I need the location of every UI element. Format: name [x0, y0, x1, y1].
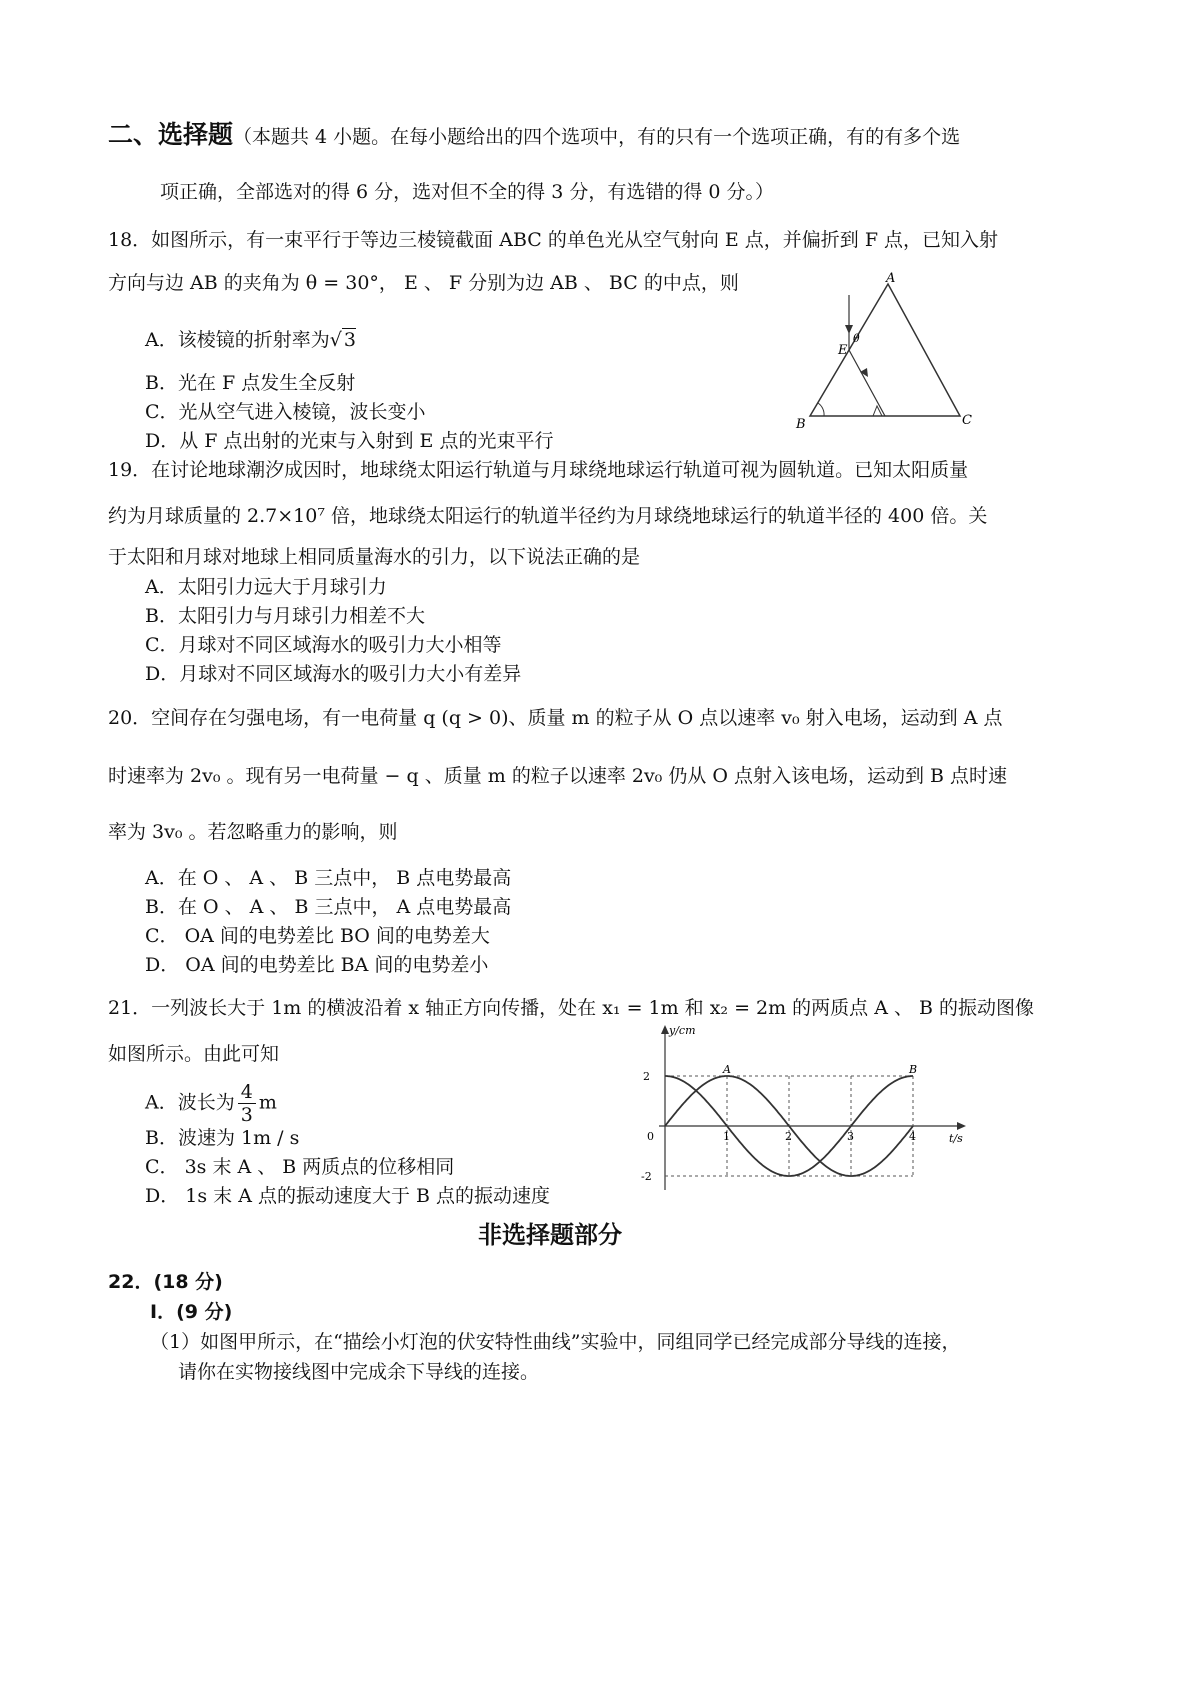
- chart-axes: [659, 1025, 966, 1190]
- q20-stem-line2: 时速率为 2v₀ 。现有另一电荷量 − q 、质量 m 的粒子以速率 2v₀ 仍从 O 点射入该电场，运动到 B 点时速: [108, 765, 1008, 787]
- refracted-arrow: [860, 368, 868, 377]
- prism-figure: [780, 270, 1000, 440]
- q20-option-d: D． OA 间的电势差比 BA 间的电势差小: [145, 954, 489, 976]
- q19-option-d: D．月球对不同区域海水的吸引力大小有差异: [145, 663, 522, 685]
- section-title: 二、选择题: [108, 120, 234, 149]
- q22-header: 22．(18 分): [108, 1271, 223, 1293]
- q19-option-b: B．太阳引力与月球引力相差不大: [145, 605, 425, 627]
- vibration-chart: [635, 1022, 980, 1192]
- nonchoice-title: 非选择题部分: [478, 1221, 622, 1249]
- section-heading: [108, 120, 961, 149]
- q18-option-b: B．光在 F 点发生全反射: [145, 372, 356, 394]
- q18-stem-line2: 方向与边 AB 的夹角为 θ = 30°， E 、 F 分别为边 AB 、 BC 的中点，则: [108, 272, 739, 294]
- q19-stem-line2: 约为月球质量的 2.7×10⁷ 倍，地球绕太阳运行的轨道半径约为月球绕地球运行的轨道半径的 400 倍。关: [108, 505, 988, 527]
- q21-option-a: [145, 1081, 277, 1126]
- q22-item1-line2: 请你在实物接线图中完成余下导线的连接。: [178, 1361, 540, 1383]
- q21-option-b: B．波速为 1m / s: [145, 1127, 300, 1149]
- vertex-label-b: B: [796, 417, 806, 432]
- q20-option-b: B．在 O 、 A 、 B 三点中， A 点电势最高: [145, 896, 512, 918]
- q19-option-a: A．太阳引力远大于月球引力: [145, 576, 387, 598]
- q21-option-c: C． 3s 末 A 、 B 两质点的位移相同: [145, 1156, 455, 1178]
- q20-stem-line1: 20．空间存在匀强电场，有一电荷量 q (q > 0)、质量 m 的粒子从 O 点以速率 v₀ 射入电场，运动到 A 点: [108, 707, 1003, 729]
- q21-stem-line1: 21．一列波长大于 1m 的横波沿着 x 轴正方向传播，处在 x₁ = 1m 和 x₂ = 2m 的两质点 A 、 B 的振动图像: [108, 997, 1035, 1019]
- refracted-ray: [849, 350, 885, 416]
- q22-item1-line1: （1）如图甲所示，在“描绘小灯泡的伏安特性曲线”实验中，同组同学已经完成部分导线的连接，: [150, 1331, 961, 1353]
- q18-option-a-sqrt: 3: [343, 329, 356, 351]
- q20-option-c: C． OA 间的电势差比 BO 间的电势差大: [145, 925, 490, 947]
- x-axis-arrow: [957, 1122, 966, 1130]
- y-axis-arrow: [661, 1025, 669, 1034]
- q18-option-a: A．该棱镜的折射率为√ 3: [145, 329, 356, 351]
- q19-option-c: C．月球对不同区域海水的吸引力大小相等: [145, 634, 502, 656]
- q18-option-d: D．从 F 点出射的光束与入射到 E 点的光束平行: [145, 430, 554, 452]
- q20-option-a: A．在 O 、 A 、 B 三点中， B 点电势最高: [145, 867, 512, 889]
- incident-arrow: [845, 325, 853, 334]
- q21-option-d: D． 1s 末 A 点的振动速度大于 B 点的振动速度: [145, 1185, 550, 1207]
- q21-fraction-numerator: 4: [238, 1081, 256, 1104]
- chart-labels: [641, 1024, 963, 1183]
- x-axis-label: t/s: [949, 1132, 963, 1145]
- q18-stem-line1: 18．如图所示，有一束平行于等边三棱镜截面 ABC 的单色光从空气射向 E 点，并偏折到 F 点，已知入射: [108, 229, 999, 251]
- prism-triangle: [810, 284, 960, 416]
- vertex-label-a: A: [886, 271, 896, 286]
- section-note-line1: （本题共 4 小题。在每小题给出的四个选项中，有的只有一个选项正确，有的有多个选: [233, 126, 961, 148]
- x-tick-label: 2: [785, 1130, 792, 1143]
- angle-mark-b: [818, 403, 824, 416]
- q21-fraction: [238, 1081, 256, 1126]
- x-tick-label: 3: [847, 1130, 854, 1143]
- q22-part1-header: Ⅰ．(9 分): [150, 1301, 233, 1323]
- point-label-e: E: [838, 343, 848, 358]
- y-axis-label: y/cm: [669, 1024, 696, 1037]
- x-tick-label: 1: [723, 1130, 730, 1143]
- q20-stem-line3: 率为 3v₀ 。若忽略重力的影响，则: [108, 821, 398, 843]
- q18-option-c: C．光从空气进入棱镜，波长变小: [145, 401, 426, 423]
- q21-option-a-unit: m: [258, 1091, 277, 1114]
- vertex-label-c: C: [962, 413, 972, 428]
- y-tick-label: -2: [641, 1170, 652, 1183]
- y-tick-label: 2: [643, 1070, 650, 1083]
- q21-option-a-text: A．波长为: [145, 1091, 235, 1114]
- angle-label-theta: θ: [853, 332, 860, 345]
- x-tick-label: 0: [647, 1130, 654, 1143]
- q21-stem-line2: 如图所示。由此可知: [108, 1043, 280, 1065]
- series-label-a: A: [723, 1063, 731, 1076]
- q18-option-a-text: A．该棱镜的折射率为: [145, 329, 330, 351]
- q19-stem-line3: 于太阳和月球对地球上相同质量海水的引力，以下说法正确的是: [108, 546, 641, 568]
- x-tick-label: 4: [909, 1130, 916, 1143]
- section-note-line2: 项正确，全部选对的得 6 分，选对但不全的得 3 分，有选错的得 0 分。）: [160, 181, 775, 203]
- q19-stem-line1: 19．在讨论地球潮汐成因时，地球绕太阳运行轨道与月球绕地球运行轨道可视为圆轨道。已知太阳质量: [108, 459, 969, 481]
- series-label-b: B: [909, 1063, 918, 1076]
- q21-fraction-denominator: 3: [240, 1104, 253, 1126]
